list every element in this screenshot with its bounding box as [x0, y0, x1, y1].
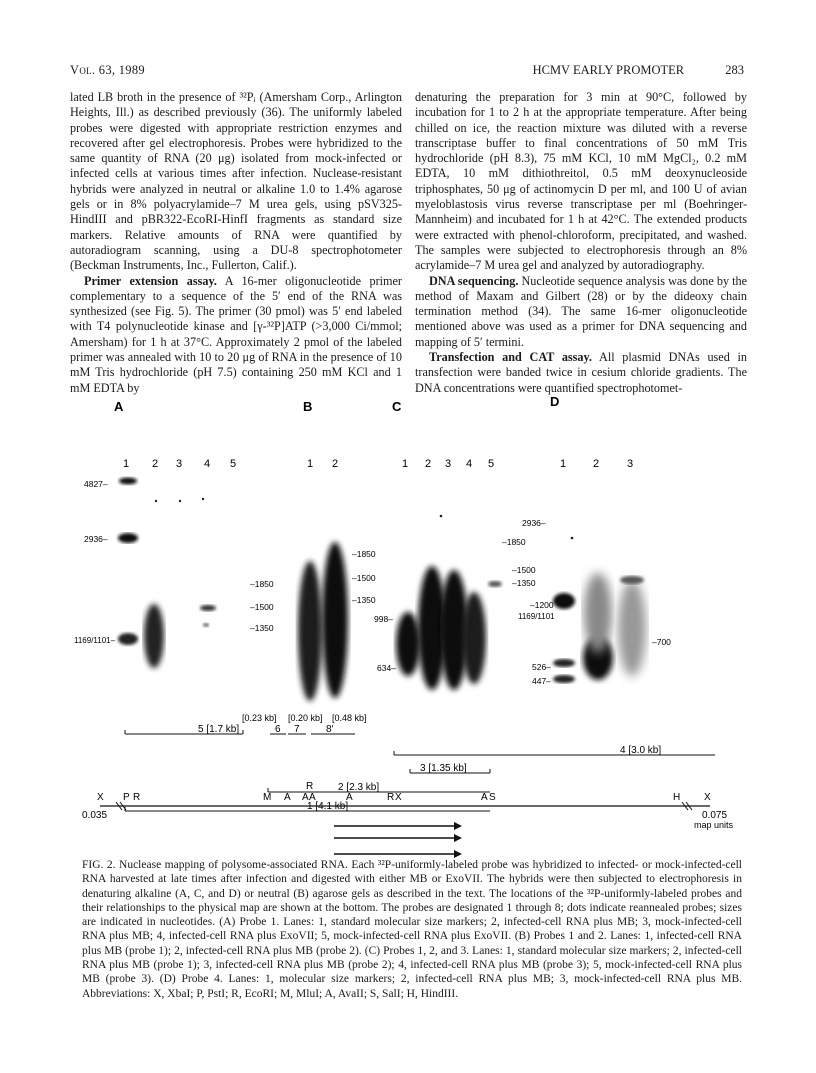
- paragraph-text: Nucleotide sequence analysis was done by the method of Maxam and Gilbert (28) or by the dideoxy chain termination method (34). The same 16-mer oligonucleotide mentioned above was used as a primer for DNA sequencing and mapping of 5′ termini.: [415, 273, 748, 349]
- size-marker: 4827–: [84, 479, 108, 489]
- panel-label: C: [392, 399, 402, 414]
- gel-band: [119, 478, 137, 485]
- site-a: A: [302, 792, 309, 803]
- site-p: P: [123, 792, 130, 803]
- site-x: X: [395, 792, 402, 803]
- site-a: A: [346, 792, 353, 803]
- reannealed-dot: [179, 500, 181, 502]
- probe-size: [0.20 kb]: [288, 713, 323, 723]
- site-r: R: [387, 792, 395, 803]
- site-h: H: [673, 792, 681, 803]
- probe-label: 2 [2.3 kb]: [338, 782, 380, 793]
- figure-caption: [82, 858, 742, 1001]
- size-marker: –1500: [352, 573, 376, 583]
- paragraph: lated LB broth in the presence of ³²Pᵢ (Amersham Corp., Arlington Heights, Ill.) as described previously (36). The uniformly labeled probes were digested with appropriate restriction enzymes and recovered after gel electrophoresis. Probes were hybridized to the same quantity of RNA (20 μg) isolated from mock-infected or infected cells at various times after infection. Nuclease-resistant hybrids were analyzed in neutral or alkaline 1.0 to 1.4% agarose gels or in 8% polyacrylamide–7 M urea gels, using pSV325-HindIII and pBR322-EcoRI-HinfI fragments as standard size markers. Relative amounts of RNA were quantified by autoradiogram scanning, using a DU-8 spectrophotometer (Beckman Instruments, Inc., Fullerton, Calif.).: [70, 90, 402, 273]
- lane-number: 5: [230, 458, 237, 470]
- probe-size: [0.23 kb]: [242, 713, 277, 723]
- arrowhead: [454, 834, 462, 842]
- probe-size: [0.48 kb]: [332, 713, 367, 723]
- gel-smear: [322, 542, 348, 698]
- size-marker: 1169/1101: [518, 612, 555, 621]
- size-marker: –700: [652, 637, 671, 647]
- panel-a: [74, 399, 274, 668]
- lane-number: 1: [307, 458, 314, 470]
- gel-smear: [584, 573, 612, 653]
- site-a: A: [309, 792, 316, 803]
- right-column: [415, 90, 747, 396]
- reannealed-dot: [202, 498, 204, 500]
- site-a: A: [481, 792, 488, 803]
- gel-band: [553, 593, 575, 609]
- size-marker: 634–: [377, 663, 396, 673]
- gel-smear: [462, 592, 486, 684]
- size-marker: –1850: [352, 549, 376, 559]
- probe-label: 5 [1.7 kb]: [198, 724, 240, 735]
- page-header: [70, 63, 744, 81]
- left-column: [70, 90, 402, 396]
- gel-band: [553, 675, 575, 683]
- panel-label: A: [114, 399, 124, 414]
- lane-number: 2: [332, 458, 339, 470]
- map-coordinate: 0.035: [82, 810, 108, 821]
- size-marker: 447–: [532, 676, 551, 686]
- size-marker: 1169/1101–: [74, 636, 116, 645]
- probe-label: 4 [3.0 kb]: [620, 745, 662, 756]
- journal-volume: Vol. 63, 1989: [70, 63, 145, 77]
- physical-map: [70, 772, 750, 872]
- probe-label: 7: [294, 724, 300, 735]
- size-marker: –1350: [250, 623, 274, 633]
- paragraph-text: A 16-mer oligonucleotide primer complementary to a sequence of the 5′ end of the RNA was synthesized (see Fig. 5). The primer (30 pmol) was 5′ end labeled with T4 polynucleotide kinase and [γ-³²P]ATP (>3,000 Ci/mmol; Amersham) for 1 h at 37°C. Approximately 2 pmol of the labeled primer was annealed with 10 to 20 μg of RNA in the presence of 10 mM Tris hydrochloride (pH 7.5) containing 250 mM KCl and 1 mM EDTA by: [70, 273, 402, 395]
- section-heading: Primer extension assay.: [84, 273, 217, 288]
- section-heading: Transfection and CAT assay.: [429, 350, 592, 365]
- size-marker: 526–: [532, 662, 551, 672]
- size-marker: 2936–: [84, 534, 108, 544]
- site-r: R: [133, 792, 141, 803]
- lane-number: 3: [445, 458, 452, 470]
- panel-label: B: [303, 399, 313, 414]
- probe-label: 8′: [326, 724, 334, 735]
- panel-c: [374, 399, 536, 690]
- arrowhead: [454, 822, 462, 830]
- lane-number: 1: [123, 458, 130, 470]
- map-coordinate: 0.075: [702, 810, 728, 821]
- reannealed-dot: [440, 515, 443, 518]
- size-marker: –1850: [250, 579, 274, 589]
- header-right: [495, 63, 744, 78]
- reannealed-dot: [571, 537, 574, 540]
- size-marker: –1500: [250, 602, 274, 612]
- site-a: A: [284, 792, 291, 803]
- probe-label: 3 [1.35 kb]: [420, 763, 467, 774]
- arrowhead: [454, 850, 462, 858]
- gel-band: [118, 633, 138, 645]
- gel-smear: [618, 580, 646, 676]
- lane-number: 1: [402, 458, 409, 470]
- gel-band: [200, 605, 216, 611]
- size-marker: 998–: [374, 614, 393, 624]
- lane-number: 3: [627, 458, 634, 470]
- paragraph: denaturing the preparation for 3 min at 90°C, followed by incubation for 1 to 2 h at the appropriate temperature. After being chilled on ice, the reaction mixture was diluted with a reverse transcriptase buffer to final concentrations of 50 mM Tris hydrochloride (pH 8.3), 75 mM KCl, 10 mM MgCl₂, 0.2 mM EDTA, 10 mM dithiothreitol, 0.5 mM deoxynucleoside triphosphates, 50 μg of actinomycin D per ml, and 100 U of avian myeloblastosis virus reverse transcriptase per ml (Boehringer-Mannheim) and incubated for 1 h at 42°C. The extended products were extracted with phenol-chloroform, precipitated, and washed. The samples were subjected to electrophoresis through an 8% acrylamide–7 M urea gel and analyzed by autoradiography.: [415, 90, 747, 273]
- map-units-label: map units: [694, 820, 734, 830]
- site-x: X: [97, 792, 104, 803]
- reannealed-dot: [155, 500, 157, 502]
- site-r: R: [306, 781, 314, 792]
- paragraph: [415, 274, 747, 350]
- lane-number: 2: [425, 458, 432, 470]
- gel-band: [118, 533, 138, 543]
- gel-band: [620, 576, 644, 584]
- size-marker: –1850: [502, 537, 526, 547]
- figure-label: FIG. 2.: [82, 859, 116, 871]
- lane-number: 2: [152, 458, 159, 470]
- gel-smear: [144, 604, 164, 668]
- panel-label: D: [550, 394, 560, 409]
- gel-band: [488, 581, 502, 587]
- lane-number: 1: [560, 458, 567, 470]
- gel-band: [203, 623, 209, 627]
- panel-b: [298, 399, 376, 701]
- size-marker: –1200: [530, 600, 554, 610]
- lane-number: 5: [488, 458, 495, 470]
- site-m: M: [263, 792, 272, 803]
- paragraph-text: All plasmid DNAs used in transfection were banded twice in cesium chloride gradients. The DNA concentrations were quantified spectrophotomet-: [415, 350, 747, 395]
- lane-number: 4: [466, 458, 473, 470]
- size-marker: –1500: [512, 565, 536, 575]
- probe-label: 6: [275, 724, 281, 735]
- lane-number: 2: [593, 458, 600, 470]
- gel-band: [553, 659, 575, 667]
- site-s: S: [489, 792, 496, 803]
- panel-d: [518, 394, 671, 686]
- site-x: X: [704, 792, 711, 803]
- running-title: HCMV EARLY PROMOTER: [532, 63, 685, 77]
- lane-number: 4: [204, 458, 211, 470]
- probe-label: 1 [4.1 kb]: [307, 801, 349, 812]
- gel-smear: [298, 561, 322, 701]
- section-heading: DNA sequencing.: [429, 273, 519, 288]
- caption-text: Nuclease mapping of polysome-associated RNA. Each ³²P-uniformly-labeled probe was hybridized to infected- or mock-infected-cell RNA harvested at late times after infection and digested with either MB or ExoVII. The hybrids were then subjected to electrophoresis in denaturing alkaline (A, C, and D) or neutral (B) agarose gels as described in the text. The locations of the ³²P-uniformly-labeled probes and their relationships to the physical map are shown at the bottom. The probes are designated 1 through 8; dots indicate reannealed probes; sizes are indicated in nucleotides. (A) Probe 1. Lanes: 1, standard molecular size markers; 2, infected-cell RNA plus MB; 3, mock-infected-cell RNA plus MB; 4, infected-cell RNA plus ExoVII; 5, mock-infected-cell RNA plus ExoVII. (B) Probes 1 and 2. Lanes: 1, infected-cell RNA plus MB (probe 1); 2, infected-cell RNA plus MB (probe 2). (C) Probes 1, 2, and 3. Lanes: 1, standard molecular size markers; 2, infected-cell RNA plus MB (probe 1); 3, infected-cell RNA plus MB (probe 2); 4, infected-cell RNA plus MB (probe 3); 5, mock-infected-cell RNA plus MB (probe 3). (D) Probe 4. Lanes: 1, molecular size markers; 2, infected-cell RNA plus MB; 3, mock-infected-cell RNA plus MB. Abbreviations: X, XbaI; P, PstI; R, EcoRI; M, MluI; A, AvaII; S, SalI; H, HindIII.: [82, 859, 742, 1000]
- gel-smear: [396, 612, 420, 676]
- lane-number: 3: [176, 458, 183, 470]
- size-marker: –1350: [352, 595, 376, 605]
- size-marker: 2936–: [522, 518, 546, 528]
- size-marker: –1350: [512, 578, 536, 588]
- page-number: 283: [725, 63, 744, 77]
- paragraph: [70, 274, 402, 396]
